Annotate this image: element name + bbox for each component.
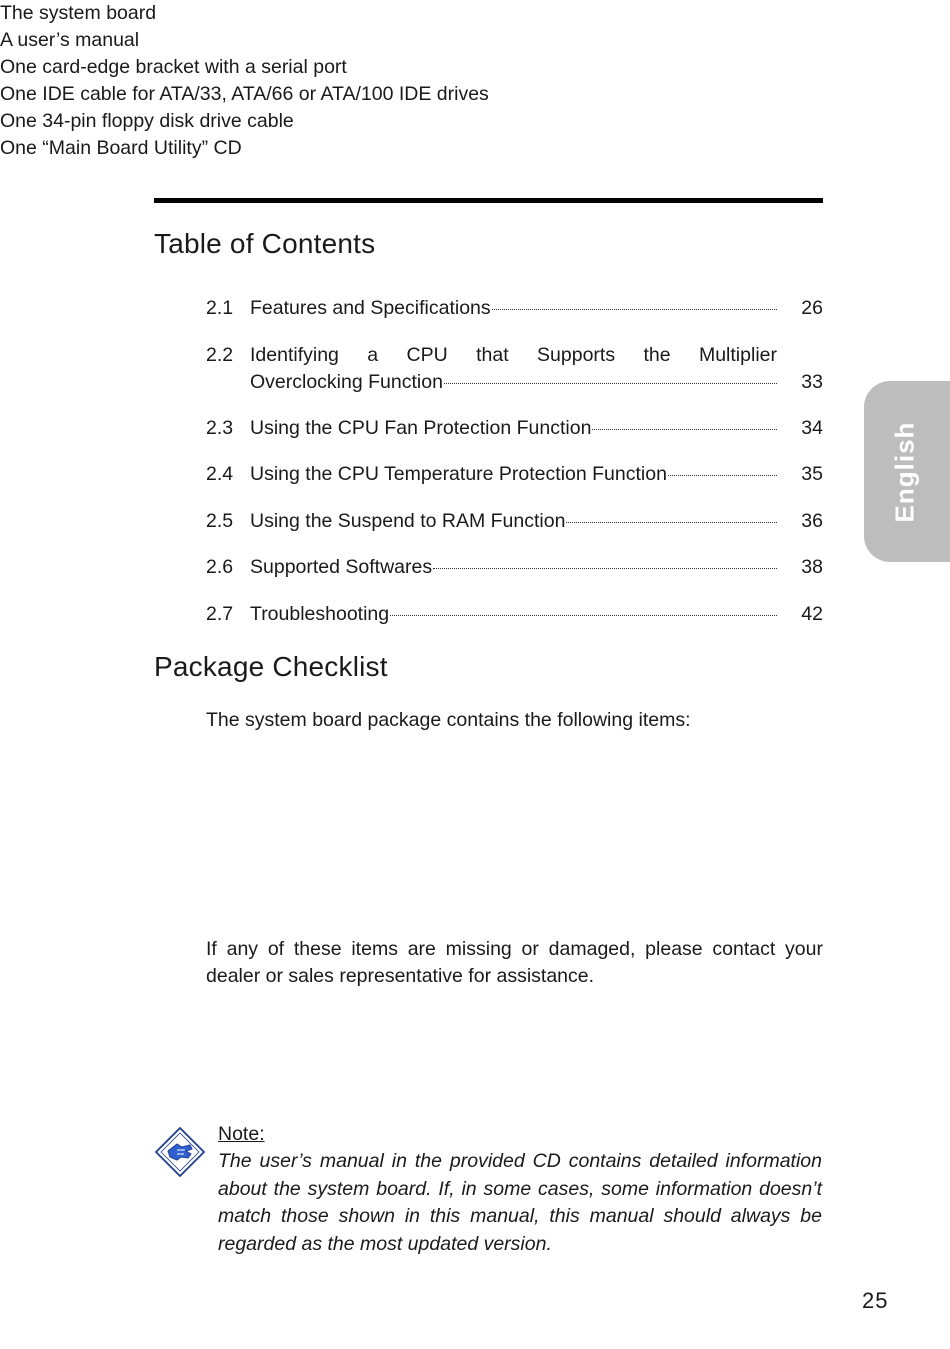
- toc-entry-title-wrap: [250, 508, 777, 535]
- toc-leader-dots: [566, 522, 777, 523]
- note-label: Note:: [218, 1123, 265, 1145]
- toc-entry-number: 2.2: [206, 344, 234, 366]
- toc-leader-dots: [668, 475, 777, 476]
- toc-entry-title: Features and Specifications: [250, 297, 491, 319]
- toc-entry-number: 2.7: [206, 603, 234, 625]
- toc-entry-title-wrap: [250, 295, 777, 322]
- list-item: One “Main Board Utility” CD: [0, 137, 242, 159]
- toc-leader-dots: [492, 309, 777, 310]
- toc-leader-dots: [433, 568, 777, 569]
- toc-entry-title: Using the CPU Temperature Protection Function: [250, 463, 667, 485]
- list-item: A user’s manual: [0, 29, 140, 51]
- toc-leader-dots: [444, 383, 777, 384]
- toc-entry-title-wrap: [250, 342, 777, 396]
- package-intro: The system board package contains the following items:: [206, 709, 691, 731]
- toc-heading: Table of Contents: [154, 228, 376, 259]
- page-number: 25: [862, 1288, 889, 1313]
- toc-entry-number: 2.5: [206, 510, 234, 532]
- toc-entry-title: Troubleshooting: [250, 603, 390, 625]
- language-tab-label: English: [889, 421, 920, 522]
- toc-entry-number: 2.1: [206, 297, 234, 319]
- list-item: The system board: [0, 2, 157, 24]
- toc-entry-title-wrap: [250, 415, 777, 442]
- package-items-list: [0, 0, 950, 162]
- language-side-tab: [864, 381, 950, 562]
- toc-entry-number: 2.4: [206, 463, 234, 485]
- list-item: One card-edge bracket with a serial port: [0, 56, 347, 78]
- toc-entry-number: 2.3: [206, 417, 234, 439]
- toc-entry-page: 36: [801, 510, 823, 532]
- toc-leader-dots: [390, 615, 777, 616]
- toc-entry-title: Using the CPU Fan Protection Function: [250, 417, 592, 439]
- note-text: The user’s manual in the provided CD contains detailed information about the system board. If, in some cases, some information doesn’t match those shown in this manual, this manual should always be regarded as the most updated version.: [218, 1150, 822, 1255]
- list-item: One 34-pin floppy disk drive cable: [0, 110, 294, 132]
- toc-entry-page: 38: [801, 556, 823, 578]
- toc-entry-title-wrap: [250, 601, 777, 628]
- toc-entry-page: 35: [801, 463, 823, 485]
- list-item: One IDE cable for ATA/33, ATA/66 or ATA/100 IDE drives: [0, 83, 489, 105]
- toc-entry-title-line1: Identifying a CPU that Supports the Multiplier: [250, 344, 777, 366]
- toc-entry-title: Using the Suspend to RAM Function: [250, 510, 566, 532]
- toc-entry-title: Supported Softwares: [250, 556, 433, 578]
- toc-entry-2-2[interactable]: [206, 342, 823, 396]
- top-rule: [154, 198, 823, 203]
- toc-entry-page: 26: [801, 297, 823, 319]
- note-hand-icon: [155, 1127, 205, 1177]
- package-closing: If any of these items are missing or damaged, please contact your dealer or sales representative for assistance.: [206, 938, 823, 987]
- toc-entry-number: 2.6: [206, 556, 234, 578]
- toc-entry-title-wrap: [250, 461, 777, 488]
- toc-entry-page: 42: [801, 603, 823, 625]
- toc-entry-title: Overclocking Function: [250, 371, 443, 393]
- toc-entry-title-wrap: [250, 554, 777, 581]
- toc-entry-page: 34: [801, 417, 823, 439]
- toc-entry-page: 33: [801, 371, 823, 393]
- toc-leader-dots: [592, 429, 777, 430]
- package-checklist-heading: Package Checklist: [154, 651, 388, 682]
